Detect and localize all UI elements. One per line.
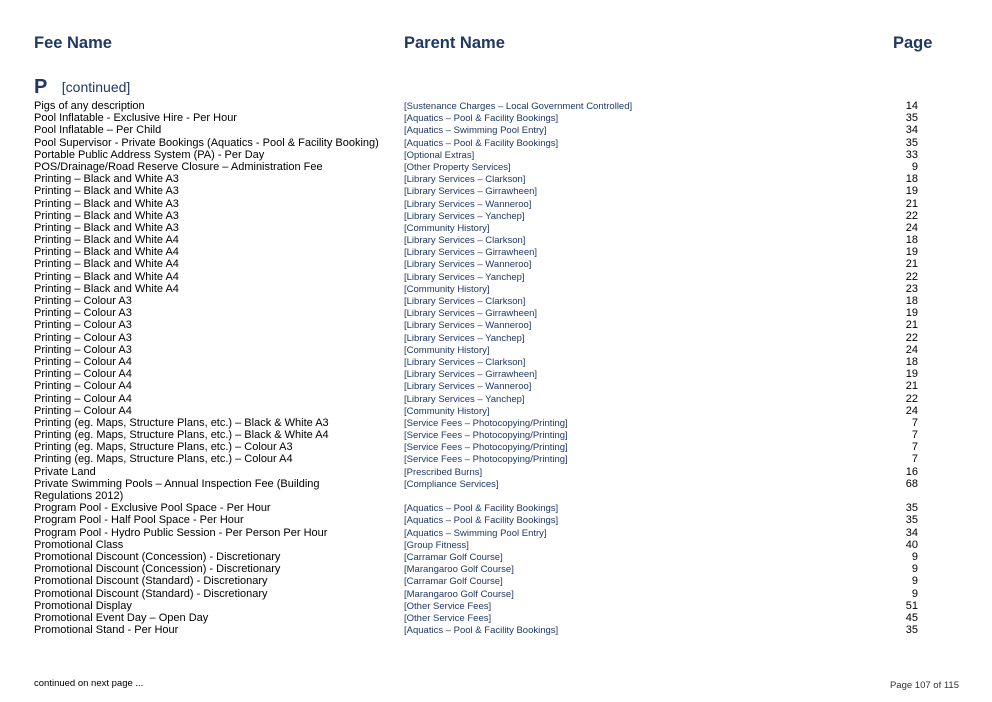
fee-name-cell: Printing – Black and White A3 xyxy=(34,197,179,210)
table-row xyxy=(0,283,992,295)
page-number-cell: 19 xyxy=(905,307,918,320)
fee-name-cell: Printing – Black and White A3 xyxy=(34,221,179,234)
table-row xyxy=(0,588,992,600)
page-number-cell: 40 xyxy=(905,538,918,551)
table-row xyxy=(0,393,992,405)
fee-name-cell: Promotional Class xyxy=(34,538,124,551)
page-number-cell: 51 xyxy=(905,599,918,612)
parent-name-link[interactable]: [Community History] xyxy=(404,222,490,234)
section-letter: P xyxy=(34,76,48,98)
table-row xyxy=(0,319,992,331)
page-number-cell: 18 xyxy=(905,173,918,186)
fee-name-cell: Promotional Display xyxy=(34,599,132,612)
table-row xyxy=(0,612,992,624)
page-number-cell: 23 xyxy=(905,282,918,295)
parent-name-link[interactable]: [Community History] xyxy=(404,405,490,417)
parent-name-link[interactable]: [Library Services – Yanchep] xyxy=(404,332,525,344)
parent-name-link[interactable]: [Service Fees – Photocopying/Printing] xyxy=(404,454,568,466)
fee-name-cell: Printing (eg. Maps, Structure Plans, etc.) – Black & White A3 xyxy=(34,416,329,429)
fee-name-cell: Printing – Black and White A4 xyxy=(34,270,179,283)
page-number-cell: 18 xyxy=(905,234,918,247)
parent-name-link[interactable]: [Library Services – Clarkson] xyxy=(404,296,526,307)
page-number-cell: 33 xyxy=(905,148,918,161)
table-row xyxy=(0,417,992,429)
parent-name-link[interactable]: [Aquatics – Pool & Facility Bookings] xyxy=(404,515,559,527)
table-row xyxy=(0,368,992,380)
page-number-cell: 35 xyxy=(905,502,918,515)
parent-name-link[interactable]: [Service Fees – Photocopying/Printing] xyxy=(404,442,568,454)
parent-name-link[interactable]: [Service Fees – Photocopying/Printing] xyxy=(404,417,568,429)
fee-name-cell: Pigs of any description xyxy=(34,100,145,112)
page-number-cell: 24 xyxy=(905,343,918,356)
table-row xyxy=(0,514,992,526)
page-number-cell: 18 xyxy=(905,295,918,307)
fee-name-cell: Promotional Discount (Standard) - Discretionary xyxy=(34,575,268,588)
parent-name-link[interactable]: [Other Service Fees] xyxy=(404,600,492,612)
table-row xyxy=(0,234,992,246)
fee-name-cell: Printing – Colour A3 xyxy=(34,295,132,307)
table-row xyxy=(0,380,992,392)
page-number-cell: 35 xyxy=(905,136,918,149)
fee-name-cell: Printing – Colour A4 xyxy=(34,404,132,417)
page-number-cell: 7 xyxy=(911,416,918,429)
table-row xyxy=(0,551,992,563)
fee-name-cell: Pool Inflatable - Exclusive Hire - Per Hour xyxy=(34,112,237,125)
parent-name-link[interactable]: [Carramar Golf Course] xyxy=(404,551,503,563)
fee-name-cell: Printing – Black and White A4 xyxy=(34,246,179,259)
fee-name-cell: Promotional Stand - Per Hour xyxy=(34,624,179,637)
page-number-cell: 22 xyxy=(905,209,918,222)
page-number-cell: 24 xyxy=(905,404,918,417)
parent-name-header: Parent Name xyxy=(404,34,505,52)
fee-name-cell: Portable Public Address System (PA) - Per Day xyxy=(34,148,265,161)
page-number-cell: 9 xyxy=(911,587,918,600)
table-row xyxy=(0,173,992,185)
table-row xyxy=(0,563,992,575)
table-row xyxy=(0,332,992,344)
fee-name-cell: Program Pool - Hydro Public Session - Per Person Per Hour xyxy=(34,526,328,539)
fee-name-cell: Printing – Black and White A4 xyxy=(34,282,179,295)
page-number-cell: 16 xyxy=(905,465,918,478)
section-heading xyxy=(34,76,130,99)
parent-name-link[interactable]: [Library Services – Girrawheen] xyxy=(404,308,538,320)
parent-name-link[interactable]: [Library Services – Clarkson] xyxy=(404,174,526,186)
page-number-cell: 21 xyxy=(905,380,918,393)
parent-name-link[interactable]: [Compliance Services] xyxy=(404,478,499,490)
parent-name-link[interactable]: [Aquatics – Pool & Facility Bookings] xyxy=(404,113,559,125)
table-row xyxy=(0,124,992,136)
fee-name-cell: Pool Inflatable – Per Child xyxy=(34,124,162,137)
parent-name-link[interactable]: [Service Fees – Photocopying/Printing] xyxy=(404,430,568,442)
table-row xyxy=(0,527,992,539)
fee-name-cell: Private Land xyxy=(34,465,96,478)
parent-name-link[interactable]: [Library Services – Clarkson] xyxy=(404,235,526,247)
parent-name-link[interactable]: [Aquatics – Pool & Facility Bookings] xyxy=(404,137,559,149)
page-number-cell: 21 xyxy=(905,319,918,332)
parent-name-link[interactable]: [Library Services – Girrawheen] xyxy=(404,369,538,381)
page-number-cell: 21 xyxy=(905,258,918,271)
page-number-cell: 19 xyxy=(905,246,918,259)
parent-name-link[interactable]: [Marangaroo Golf Course] xyxy=(404,564,514,576)
page-number-cell: 14 xyxy=(905,100,918,112)
table-row xyxy=(0,185,992,197)
fee-name-cell: Printing – Black and White A4 xyxy=(34,234,179,247)
page-number-cell: 22 xyxy=(905,270,918,283)
parent-name-link[interactable]: [Library Services – Girrawheen] xyxy=(404,186,538,198)
page-number-cell: 22 xyxy=(905,331,918,344)
fee-name-cell: Printing (eg. Maps, Structure Plans, etc.) – Colour A3 xyxy=(34,441,293,454)
page-number-cell: 68 xyxy=(905,477,918,490)
parent-name-link[interactable]: [Aquatics – Pool & Facility Bookings] xyxy=(404,625,559,637)
page-number-cell: 21 xyxy=(905,197,918,210)
parent-name-link[interactable]: [Library Services – Yanchep] xyxy=(404,271,525,283)
fee-name-cell: Program Pool - Exclusive Pool Space - Per Hour xyxy=(34,502,271,515)
parent-name-link[interactable]: [Aquatics – Swimming Pool Entry] xyxy=(404,125,547,137)
page-number-cell: 9 xyxy=(911,575,918,588)
page-number-cell: 22 xyxy=(905,392,918,405)
fee-name-cell: Printing – Colour A4 xyxy=(34,380,132,393)
parent-name-link[interactable]: [Optional Extras] xyxy=(404,149,475,161)
parent-name-link[interactable]: [Library Services – Yanchep] xyxy=(404,210,525,222)
fee-name-cell: Printing – Black and White A3 xyxy=(34,173,179,186)
parent-name-link[interactable]: [Library Services – Clarkson] xyxy=(404,356,526,368)
page-number: Page 107 of 115 xyxy=(889,680,959,691)
page-number-cell: 35 xyxy=(905,624,918,637)
table-row xyxy=(0,356,992,368)
fee-name-cell: Printing – Black and White A3 xyxy=(34,209,179,222)
fee-name-cell: Printing – Colour A3 xyxy=(34,307,132,320)
table-row xyxy=(0,149,992,161)
table-row xyxy=(0,466,992,478)
table-row xyxy=(0,271,992,283)
table-row xyxy=(0,295,992,307)
table-row xyxy=(0,100,992,112)
parent-name-link[interactable]: [Other Property Services] xyxy=(404,161,511,173)
parent-name-link[interactable]: [Library Services – Wanneroo] xyxy=(404,320,532,332)
table-row xyxy=(0,453,992,465)
parent-name-link[interactable]: [Group Fitness] xyxy=(404,539,469,551)
page-number-cell: 34 xyxy=(905,526,918,539)
table-row xyxy=(0,258,992,270)
parent-name-link[interactable]: [Library Services – Wanneroo] xyxy=(404,381,532,393)
fee-name-header: Fee Name xyxy=(34,34,112,52)
continued-note: continued on next page ... xyxy=(34,678,144,689)
table-row xyxy=(0,112,992,124)
page-number-cell: 7 xyxy=(911,429,918,442)
parent-name-link[interactable]: [Aquatics – Swimming Pool Entry] xyxy=(404,527,547,539)
page-number-cell: 18 xyxy=(905,355,918,368)
table-row xyxy=(0,405,992,417)
parent-name-link[interactable]: [Library Services – Wanneroo] xyxy=(404,259,532,271)
parent-name-link[interactable]: [Marangaroo Golf Course] xyxy=(404,588,514,600)
fee-table xyxy=(0,100,992,636)
table-row xyxy=(0,198,992,210)
fee-name-cell: Printing – Colour A3 xyxy=(34,319,132,332)
parent-name-link[interactable]: [Community History] xyxy=(404,283,490,295)
parent-name-link[interactable]: [Library Services – Girrawheen] xyxy=(404,247,538,259)
fee-name-cell: Printing – Colour A4 xyxy=(34,355,132,368)
fee-name-cell: Printing – Colour A3 xyxy=(34,343,132,356)
parent-name-link[interactable]: [Sustenance Charges – Local Government Controlled] xyxy=(404,101,633,112)
fee-name-cell: Printing – Black and White A4 xyxy=(34,258,179,271)
fee-name-cell: POS/Drainage/Road Reserve Closure – Administration Fee xyxy=(34,160,323,173)
fee-name-cell: Private Swimming Pools – Annual Inspection Fee (Building Regulations 2012) xyxy=(34,477,320,503)
fee-name-cell: Printing (eg. Maps, Structure Plans, etc.) – Colour A4 xyxy=(34,453,293,466)
table-row xyxy=(0,502,992,514)
parent-name-link[interactable]: [Prescribed Burns] xyxy=(404,466,483,478)
page-number-cell: 34 xyxy=(905,124,918,137)
table-row xyxy=(0,137,992,149)
parent-name-link[interactable]: [Aquatics – Pool & Facility Bookings] xyxy=(404,503,559,515)
fee-name-cell: Pool Supervisor - Private Bookings (Aquatics - Pool & Facility Booking) xyxy=(34,136,379,149)
section-continued: [continued] xyxy=(61,79,131,95)
table-row xyxy=(0,624,992,636)
fee-name-cell: Printing – Colour A3 xyxy=(34,331,132,344)
fee-name-cell: Program Pool - Half Pool Space - Per Hour xyxy=(34,514,244,527)
fee-name-cell: Printing – Black and White A3 xyxy=(34,185,179,198)
parent-name-link[interactable]: [Other Service Fees] xyxy=(404,612,492,624)
page-number-cell: 19 xyxy=(905,185,918,198)
fee-name-cell: Printing – Colour A4 xyxy=(34,368,132,381)
table-row xyxy=(0,539,992,551)
page-number-cell: 7 xyxy=(911,453,918,466)
parent-name-link[interactable]: [Library Services – Yanchep] xyxy=(404,393,525,405)
fee-name-cell: Promotional Discount (Standard) - Discretionary xyxy=(34,587,268,600)
page-number-cell: 9 xyxy=(911,550,918,563)
page-header: Page xyxy=(893,34,933,52)
table-row xyxy=(0,478,992,502)
fee-name-cell: Promotional Event Day – Open Day xyxy=(34,611,209,624)
page-number-cell: 7 xyxy=(911,441,918,454)
parent-name-link[interactable]: [Community History] xyxy=(404,344,490,356)
table-row xyxy=(0,575,992,587)
parent-name-link[interactable]: [Carramar Golf Course] xyxy=(404,576,503,588)
table-row xyxy=(0,246,992,258)
table-row xyxy=(0,210,992,222)
table-row xyxy=(0,307,992,319)
fee-name-cell: Promotional Discount (Concession) - Discretionary xyxy=(34,550,281,563)
fee-name-cell: Printing (eg. Maps, Structure Plans, etc.) – Black & White A4 xyxy=(34,429,329,442)
table-row xyxy=(0,600,992,612)
table-row xyxy=(0,161,992,173)
page-number-cell: 9 xyxy=(911,160,918,173)
table-row xyxy=(0,344,992,356)
page-number-cell: 24 xyxy=(905,221,918,234)
page-number-cell: 35 xyxy=(905,112,918,125)
table-row xyxy=(0,441,992,453)
fee-name-cell: Promotional Discount (Concession) - Discretionary xyxy=(34,563,281,576)
parent-name-link[interactable]: [Library Services – Wanneroo] xyxy=(404,198,532,210)
page-number-cell: 45 xyxy=(905,611,918,624)
table-row xyxy=(0,222,992,234)
page-number-cell: 19 xyxy=(905,368,918,381)
table-row xyxy=(0,429,992,441)
page-number-cell: 35 xyxy=(905,514,918,527)
page-number-cell: 9 xyxy=(911,563,918,576)
fee-name-cell: Printing – Colour A4 xyxy=(34,392,132,405)
